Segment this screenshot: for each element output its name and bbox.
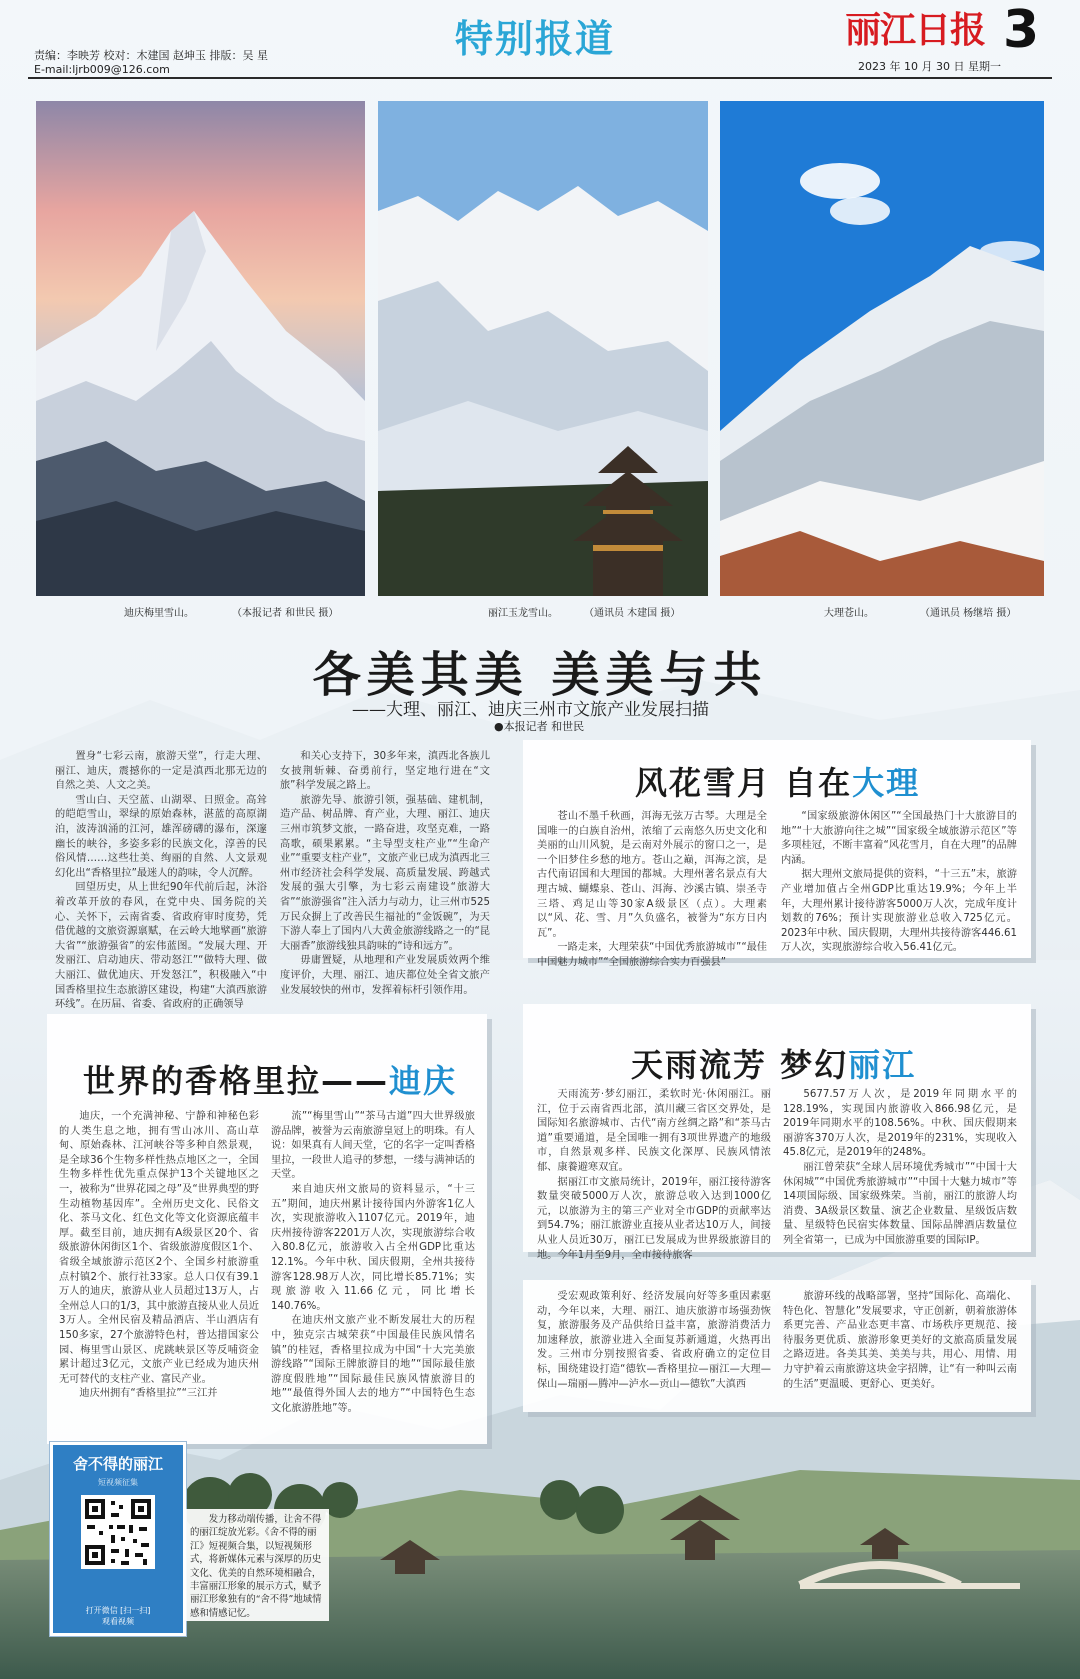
closing-column-2: [783, 1290, 1017, 1392]
paragraph: 旅游环线的战略部署，坚持“国际化、高端化、特色化、智慧化”发展要求，守正创新，朝着旅游体系更完善、产品业态更丰富、市场秩序更规范、接待服务更优质、旅游形象更美好的文旅高质量发展之路迈进。各美其美、美美与共，用心、用情、用力守护着云南旅游这块金字招牌，让“有一种叫云南的生活”更温暖、更舒心、更美好。: [783, 1291, 1017, 1390]
caption-credit: （通讯员 木建国 摄）: [584, 608, 681, 619]
photo-meili-snow-mountain: [36, 101, 365, 596]
diqing-column-1: [59, 1110, 259, 1402]
caption-credit: （通讯员 杨继培 摄）: [920, 608, 1017, 619]
cangshan-mountain-image: [720, 101, 1044, 596]
lijiang-column-2: [783, 1088, 1017, 1249]
photo-yulong-snow-mountain: [378, 101, 708, 596]
issue-date: 2023 年 10 月 30 日 星期一: [858, 60, 1001, 73]
page-number: 3: [1003, 0, 1040, 60]
intro-column-2: [280, 750, 490, 998]
promo-hint: [53, 1605, 183, 1627]
paragraph: 置身“七彩云南，旅游天堂”，行走大理、丽江、迪庆，震撼你的一定是滇西北那无边的自然之美、人文之美。: [55, 751, 267, 792]
meili-mountain-image: [36, 101, 365, 596]
paragraph: 流”“梅里雪山”“茶马古道”四大世界级旅游品牌，被誉为云南旅游皇冠上的明珠。有人说：如果真有人间天堂，它的名字一定叫香格里拉，一段世人追寻的梦想，一缕与满神话的天堂。: [271, 1111, 475, 1181]
paragraph: 据大理州文旅局提供的资料，“十三五”末，旅游产业增加值占全州GDP比重达19.9%；今年上半年，大理州累计接待游客5000万人次，完成年度计划数的76%；预计实现旅游业总收入725亿元。2023年中秋、国庆假期，大理州共接待游客446.61万人次，实现旅游综合收入56.41亿元。: [781, 869, 1017, 954]
byline: ●本报记者 和世民: [494, 720, 585, 733]
email-line: E-mail:ljrb009@126.com: [34, 63, 170, 76]
diqing-section-title: [83, 1056, 457, 1102]
paragraph: 旅游先导、旅游引领，强基础、建机制，造产品、树品牌、育产业，大理、丽江、迪庆三州市筑梦文旅，一路奋进，攻坚克难，一路高歌，硕果累累。“主导型支柱产业”“生命产业”“重要支柱产业”，文旅产业已成为滇西北三州市经济社会科学发展、高质量发展、跨越式发展的强大引擎，为七彩云南建设“旅游大省”“旅游强省”注入活力与动力，让三州市525万民众摒上了改善民生福祉的“金饭碗”，为天下游人奉上了国内八大黄金旅游线路之一的“昆大丽香”旅游线独具韵味的“诗和远方”。: [280, 794, 490, 952]
hint-line: 打开微信 [扫一扫]: [85, 1606, 151, 1615]
paragraph: 迪庆州拥有“香格里拉”“三江并: [79, 1388, 218, 1400]
paragraph: 和关心支持下，30多年来，滇西北各族儿女披荆斩棘、奋勇前行，坚定地行进在“文旅”科学发展之路上。: [280, 751, 490, 792]
caption-text: 丽江玉龙雪山。: [488, 608, 558, 619]
paragraph: 受宏观政策利好、经济发展向好等多重因素驱动，今年以来，大理、丽江、迪庆旅游市场强劲恢复，旅游服务及产品供给日益丰富，旅游消费活力加速释放，旅游业进入全面复苏新通道，火热再出发。三州市分别按照省委、省政府确立的定位目标，围绕建设打造“德钦—香格里拉—丽江—大理—保山—瑞丽—腾冲—泸水—贡山—德钦”大滇西: [537, 1291, 771, 1390]
paragraph: 据丽江市文旅局统计，2019年，丽江接待游客数量突破5000万人次，旅游总收入达到1000亿元，以旅游为主的第三产业对全市GDP的贡献率达到54.7%；丽江旅游业直接从业者达10万人，间接从业人员近30万，丽江已发展成为世界级旅游目的地。今年1月至9月，全市接待旅客: [537, 1176, 771, 1261]
dali-section-box: [523, 740, 1031, 968]
paragraph: 天雨流芳·梦幻丽江，柔软时光·休闲丽江。丽江，位于云南省西北部，滇川藏三省区交界处，是国际知名旅游城市、古代“南方丝绸之路”和“茶马古道”重要通道，是全国唯一拥有3项世界遗产的地级市，自然景观多样、民族文化深厚、民族风情浓郁、康養避寒双宜。: [537, 1089, 771, 1173]
paragraph: 在迪庆州文旅产业不断发展壮大的历程中，独克宗古城荣获“中国最佳民族风情名镇”的桂冠，香格里拉成为中国“十大完美旅游线路”“国际王牌旅游目的地”“国际最佳旅游度假胜地”“国际最佳民族风情旅游目的地”“最值得外国人去的地方”“中国特色生态文化旅游胜地”等。: [271, 1315, 475, 1414]
paragraph: 雪山白、天空蓝、山湖翠、日照金。高耸的皑皑雪山，翠绿的原始森林，湛蓝的高原湖泊，波涛汹涌的江河，雄浑磅礴的瀑布，深邃幽长的峡谷，多姿多彩的民族文化，淳善的民俗风情……这些壮美、绚丽的自然、人文景观幻化出“香格里拉”最迷人的韵味，令人沉醉。: [55, 794, 267, 879]
paragraph: 毋庸置疑，从地理和产业发展质效两个维度评价，大理、丽江、迪庆都位处全省文旅产业发展较快的州市，发挥着标杆引领作用。: [280, 955, 490, 996]
masthead-logo: 丽江日报: [845, 9, 986, 51]
lijiang-section-title: [631, 1040, 916, 1086]
title-accent: 迪庆: [389, 1062, 458, 1100]
intro-column-1: [55, 750, 267, 1013]
section-title: 特别报道: [455, 17, 616, 61]
dali-column-2: [781, 810, 1017, 956]
promo-subtitle: 短视频征集: [98, 1478, 138, 1487]
paragraph: 苍山不墨千秋画，洱海无弦万古琴。大理是全国唯一的白族自治州，浓缩了云南悠久历史文化和美丽的山川风貌，是云南对外展示的窗口之一，是一个旧梦住乡愁的地方。苍山之巅，洱海之滨，是古代南诏国和大理国的都城。大理州著名景点有大理古城、蝴蝶泉、苍山、洱海、沙溪古镇、崇圣寺三塔、鸡足山等30家A级景区（点）。大理素以“风、花、雪、月”久负盛名，被誉为“东方日内瓦”。: [537, 811, 767, 939]
header-divider: [28, 77, 1052, 79]
paragraph: 发力移动端传播，让舍不得的丽江绽放光彩。《舍不得的丽江》短视频合集，以短视频形式，将新媒体元素与深厚的历史文化、优美的自然环境相融合，丰富丽江形象的展示方式，赋予丽江形象独有的“舍不得”地域情感和情感记忆。: [190, 1514, 322, 1619]
paragraph: 5677.57万人次，是2019年同期水平的128.19%，实现国内旅游收入866.98亿元，是2019年同期水平的108.56%。中秋、国庆假期来丽游客370万人次，是2019年的231%，实现收入45.8亿元，是2019年的248%。: [783, 1089, 1017, 1159]
paragraph: 回望历史，从上世纪90年代前后起，沐浴着改革开放的春风，在党中央、国务院的关心、关怀下，云南省委、省政府审时度势，凭借优越的文旅资源禀赋，在云岭大地擘画“旅游大省”“旅游强省”的宏伟蓝图。“发展大理、开发丽江、启动迪庆、带动怒江”“做特大理、做大丽江、做优迪庆、开发怒江”，积极融入“中国香格里拉生态旅游区建设，构建“大滇西旅游环线”。在历届、省委、省政府的正确领导: [55, 882, 267, 1011]
diqing-section-box: [47, 1014, 487, 1444]
promo-description: [184, 1509, 329, 1621]
title-text: 风花雪月 自在: [635, 764, 853, 802]
promo-qr-card[interactable]: [50, 1442, 186, 1636]
lijiang-section-box: [523, 1004, 1031, 1261]
diqing-column-2: [271, 1110, 475, 1416]
sub-headline: ——大理、丽江、迪庆三州市文旅产业发展扫描: [352, 700, 709, 720]
dali-section-title: [635, 758, 920, 804]
lijiang-column-1: [537, 1088, 771, 1263]
paragraph: 迪庆，一个充满神秘、宁静和神秘色彩的人类生息之地，拥有雪山冰川、高山草甸、原始森林、江河峡谷等多种自然景观，是全球36个生物多样性热点地区之一，全国生物多样性优先重点保护13个关键地区之一，被称为“世界花园之母”及“世界典型的野生动植物基因库”。全州历史文化、民俗文化、茶马文化、红色文化等文化资源底蕴丰厚。截至目前，迪庆拥有A级景区20个、省级旅游休闲街区1个、省级旅游度假区1个、省级全域旅游示范区2个、全国乡村旅游重点村镇2个、旅行社33家。总人口仅有39.1万人的迪庆，旅游从业人员超过13万人，占全州总人口的1/3，其中旅游直接从业人员近3万人。全州民宿及精品酒店、半山酒店有150多家，27个旅游特色村，普达措国家公园、梅里雪山景区、虎跳峡景区等反哺资金累计超过3亿元，文旅产业已经成为迪庆州无可替代的支柱产业、富民产业。: [59, 1111, 259, 1385]
caption-text: 迪庆梅里雪山。: [124, 608, 194, 619]
qr-code-graphic: [81, 1495, 155, 1569]
title-accent: 丽江: [848, 1046, 917, 1084]
dali-column-1: [537, 810, 767, 971]
title-text: 世界的香格里拉——: [83, 1062, 390, 1100]
hint-line: 观看视频: [102, 1617, 134, 1626]
caption-credit: （本报记者 和世民 摄）: [232, 608, 339, 619]
paragraph: 一路走来，大理荣获“中国优秀旅游城市”“最佳中国魅力城市”“全国旅游综合实力百强县”: [537, 942, 767, 968]
caption-text: 大理苍山。: [824, 608, 874, 619]
yulong-mountain-image: [378, 101, 708, 596]
qr-code-icon[interactable]: [81, 1495, 155, 1569]
closing-column-1: [537, 1290, 771, 1392]
paragraph: 来自迪庆州文旅局的资料显示，“十三五”期间，迪庆州累计接待国内外游客1亿人次，实现旅游收入1107亿元。2019年，迪庆州接待游客2201万人次，实现旅游综合收入80.8亿元，旅游收入占全州GDP比重达12.1%。今年中秋、国庆假期，全州共接待游客128.98万人次，同比增长85.71%；实现旅游收入11.66亿元，同比增长140.76%。: [271, 1183, 475, 1312]
paragraph: “国家级旅游休闲区”“全国最热门十大旅游目的地”“十大旅游向往之城”“国家级全域旅游示范区”等多项桂冠，不断丰富着“风花雪月，自在大理”的品牌内涵。: [781, 811, 1017, 866]
title-text: 天雨流芳 梦幻: [631, 1046, 849, 1084]
promo-title: 舍不得的丽江: [72, 1455, 163, 1473]
main-headline: 各美其美 美美与共: [312, 647, 768, 703]
credits-line: 责编：李映芳 校对：木建国 赵坤玉 排版：吴 星: [34, 49, 268, 62]
editor-credits: [34, 49, 268, 77]
paragraph: 丽江曾荣获“全球人居环境优秀城市”“中国十大休闲城”“中国优秀旅游城市”“中国十大魅力城市”等14项国际级、国家级殊荣。当前，丽江的旅游人均消费、3A级景区数量、演艺企业数量、星级饭店数量、星级特色民宿实体数量、国际品牌酒店数量位列全省第一，已成为中国旅游重要的国际IP。: [783, 1161, 1017, 1246]
closing-section-box: [523, 1280, 1031, 1412]
title-accent: 大理: [852, 764, 921, 802]
photo-cangshan-mountain: [720, 101, 1044, 596]
